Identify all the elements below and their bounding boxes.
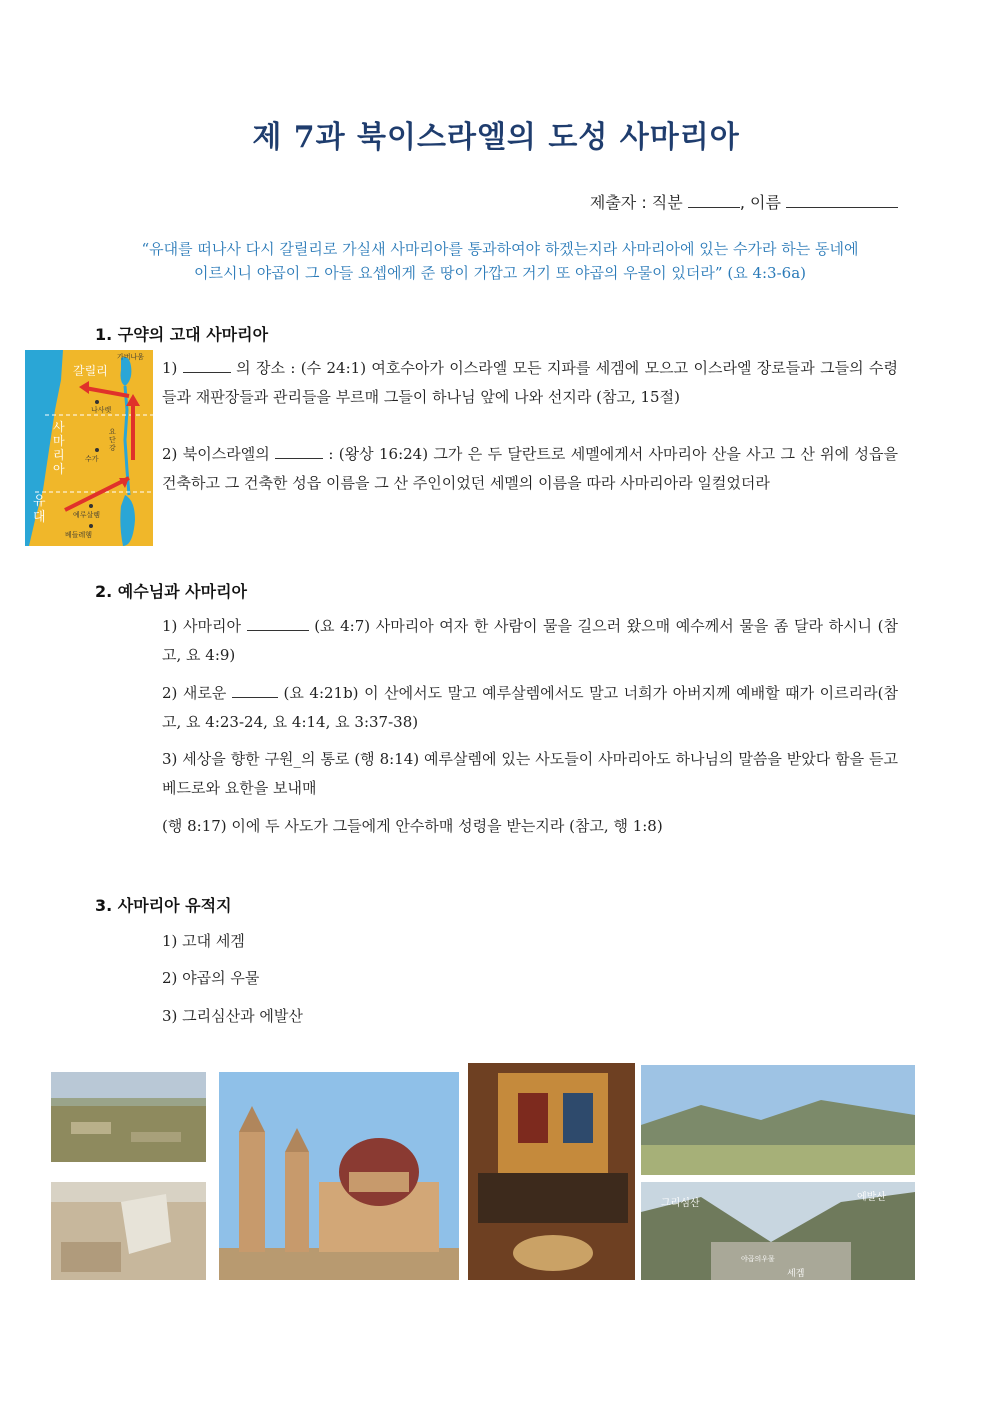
s2-item-1-blank[interactable] [247, 618, 309, 631]
scripture-quote [100, 237, 900, 285]
label-jacobs-well: 야곱의우물 [741, 1255, 775, 1263]
section-1-heading: 1. 구약의 고대 사마리아 [95, 325, 269, 344]
section-2-item-4: (행 8:17) 이에 두 사도가 그들에게 안수하매 성령을 받는지라 (참고, 행 1:8) [162, 817, 663, 835]
quote-line-2: 이르시니 야곱이 그 아들 요셉에게 준 땅이 가깝고 거기 또 야곱의 우물이 있더라” (요 4:3-6a) [194, 264, 806, 282]
photo-shechem-field-graphic [51, 1072, 206, 1162]
section-2-heading: 2. 예수님과 사마리아 [95, 582, 247, 601]
map-label-nazareth: 나사렛 [91, 406, 112, 414]
name-blank[interactable] [786, 193, 898, 208]
quote-line-1: “유대를 떠나사 다시 갈릴리로 가실새 사마리아를 통과하여야 하겠는지라 사마리아에 있는 수가라 하는 동네에 [141, 240, 859, 258]
photo-well-interior-graphic [468, 1063, 635, 1280]
photo-church-graphic [219, 1072, 459, 1280]
s2-item-1-text: (요 4:7) 사마리아 여자 한 사람이 물을 길으러 왔으매 예수께서 물을 좀 달라 하시니 (참고, 요 4:9) [162, 617, 898, 664]
section-3-item-3: 3) 그리심산과 에발산 [162, 1007, 303, 1025]
map-label-capernaum: 가버나움 [117, 353, 145, 361]
map-label-sychar: 수가 [85, 455, 99, 463]
position-blank[interactable] [688, 193, 740, 208]
map-label-galilee: 갈릴리 [73, 364, 108, 378]
photo-gerizim-ebal-aerial [641, 1182, 915, 1280]
photo-jacobs-well-interior [468, 1063, 635, 1280]
item-2-blank[interactable] [275, 446, 323, 459]
photo-valley-graphic [641, 1065, 915, 1175]
s2-item-2-prefix: 2) 새로운 [162, 684, 227, 702]
page-title: 제 7과 북이스라엘의 도성 사마리아 [252, 120, 740, 155]
item-2-text: : (왕상 16:24) 그가 은 두 달란트로 세멜에게서 사마리아 산을 사고 그 산 위에 성읍을 건축하고 그 건축한 성읍 이름을 그 산 주인이었던 세멜의 이름을 따라 사마리아라 일컬었더라 [162, 445, 898, 492]
label-mount-ebal: 에발산 [857, 1192, 886, 1203]
name-label: , 이름 [739, 193, 781, 212]
photo-shechem-valley [641, 1065, 915, 1175]
map-label-judea: 유대 [33, 494, 46, 525]
submitter-label: 제출자 : 직분 [589, 193, 683, 212]
item-1-prefix: 1) [162, 359, 178, 377]
item-2-prefix: 2) 북이스라엘의 [162, 445, 270, 463]
section-3-heading: 3. 사마리아 유적지 [95, 896, 232, 915]
submitter-line [590, 190, 898, 213]
photo-shechem-stone-graphic [51, 1182, 206, 1280]
photo-church-jacobs-well [219, 1072, 459, 1280]
map-label-jerusalem: 예루살렘 [73, 511, 101, 519]
photo-ancient-shechem-stone [51, 1182, 206, 1280]
map-label-samaria: 사마리아 [53, 420, 65, 476]
section-2-item-3: 3) 세상을 향한 구원_의 통로 (행 8:14) 예루살렘에 있는 사도들이 사마리아도 하나님의 말씀을 받았다 함을 듣고 베드로와 요한을 보내매 [162, 750, 898, 797]
photo-ancient-shechem-field [51, 1072, 206, 1162]
s2-item-1-prefix: 1) 사마리아 [162, 617, 241, 635]
map-label-bethlehem: 베들레헴 [65, 531, 93, 539]
section-1-item-2 [162, 440, 898, 498]
item-1-text: 의 장소 : (수 24:1) 여호수아가 이스라엘 모든 지파를 세겜에 모으고 이스라엘 장로들과 그들의 수령들과 재판장들과 관리들을 부르매 그들이 하나님 앞에 나와 선지라 (참고, 15절) [162, 359, 898, 406]
section-2-item-1 [162, 612, 898, 670]
map-label-jordan: 요단강 [109, 428, 116, 452]
item-1-blank[interactable] [183, 360, 231, 373]
section-3-item-1: 1) 고대 세겜 [162, 932, 245, 950]
section-3-item-2: 2) 야곱의 우물 [162, 969, 260, 987]
samaria-map [25, 350, 153, 546]
s2-item-2-text: (요 4:21b) 이 산에서도 말고 예루살렘에서도 말고 너희가 아버지께 예배할 때가 이르리라(참고, 요 4:23-24, 요 4:14, 요 3:37-38) [162, 684, 898, 731]
label-mount-gerizim: 그리심산 [661, 1198, 700, 1209]
section-2-item-2 [162, 679, 898, 737]
label-shechem: 세겜 [787, 1269, 805, 1279]
s2-item-2-blank[interactable] [232, 685, 278, 698]
section-1-item-1 [162, 354, 898, 412]
